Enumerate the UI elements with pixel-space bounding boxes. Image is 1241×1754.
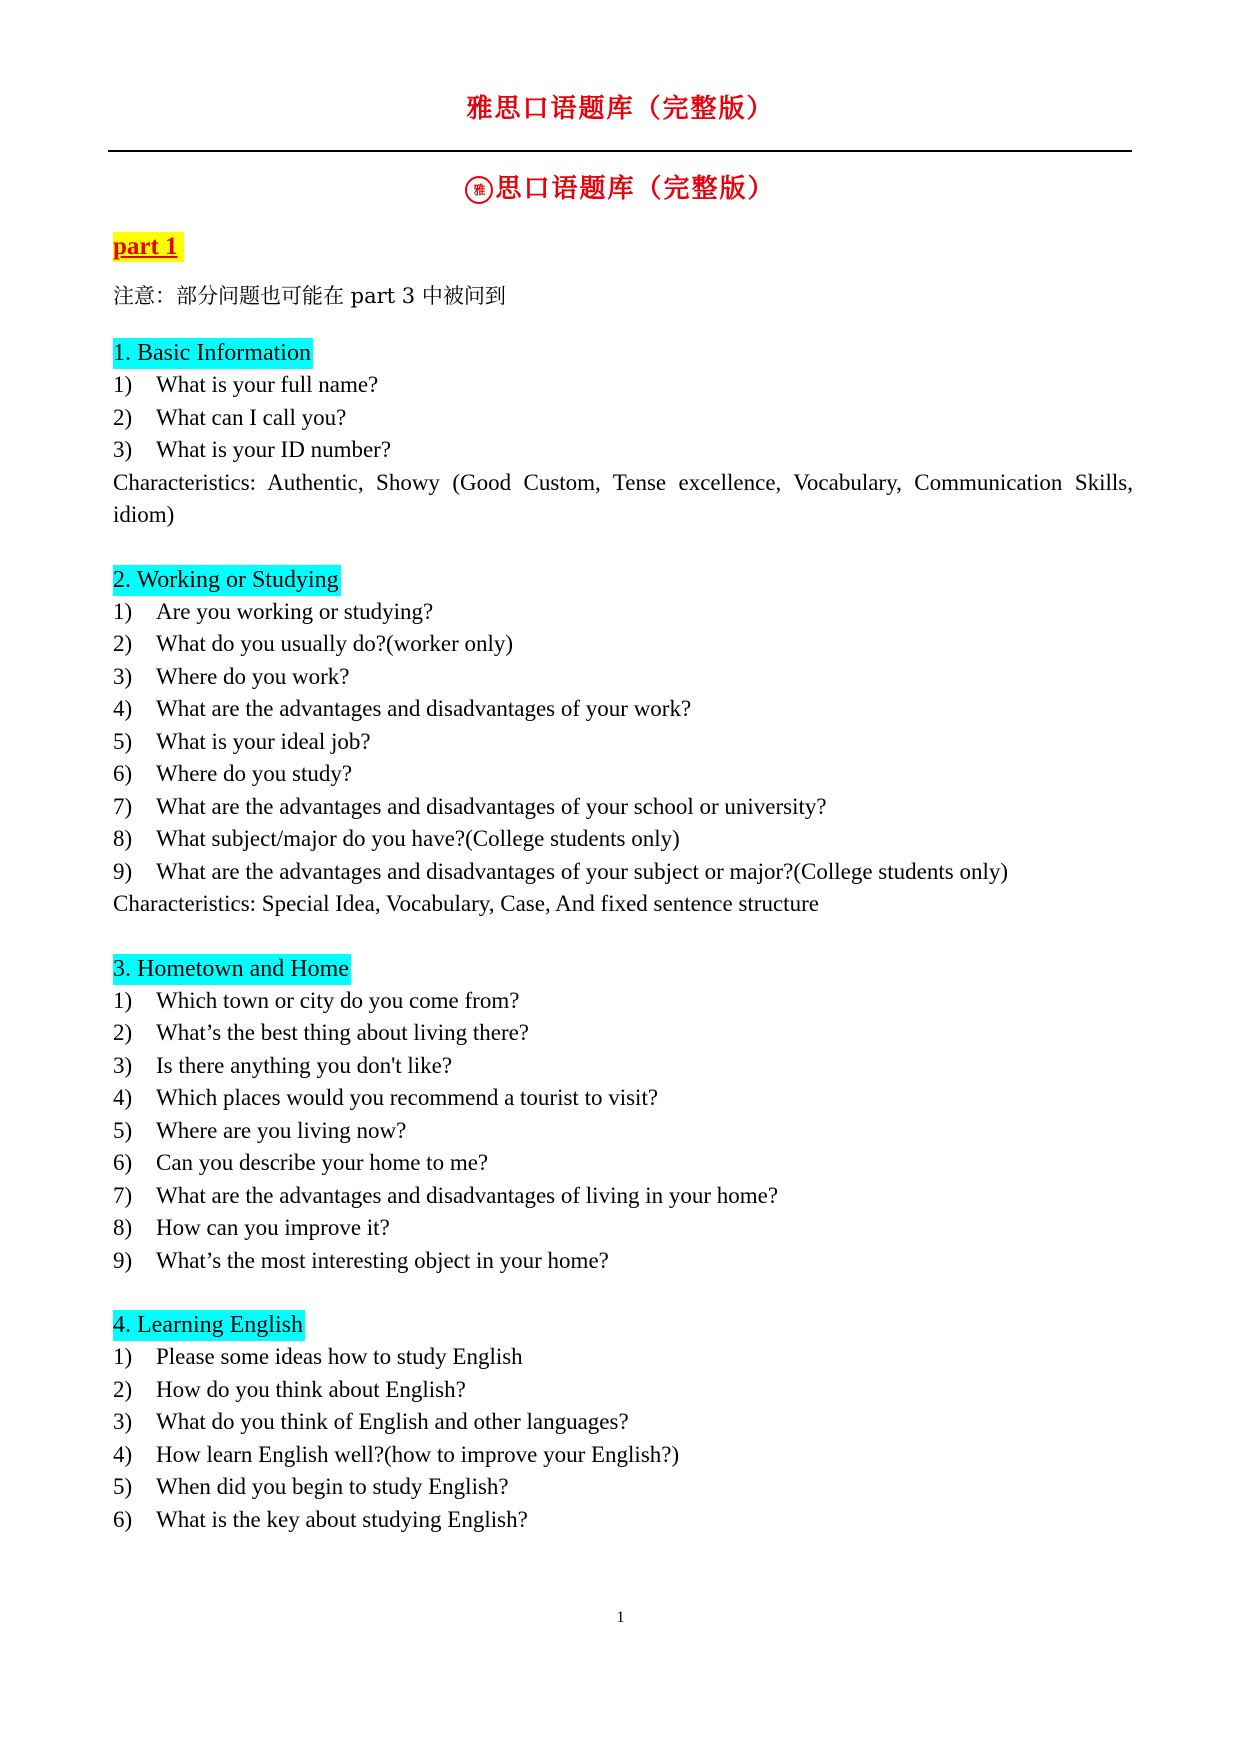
question-number: 6) xyxy=(113,761,133,786)
section-heading: 4. Learning English xyxy=(113,1310,305,1341)
question-item xyxy=(113,661,1133,694)
section-heading: 1. Basic Information xyxy=(113,338,313,369)
characteristics-text: Characteristics: Special Idea, Vocabulary, Case, And fixed sentence structure xyxy=(113,891,819,916)
circled-character: 雅 xyxy=(465,176,493,204)
question-number: 8) xyxy=(113,826,133,851)
question-text: Can you describe your home to me? xyxy=(156,1150,489,1175)
question-item xyxy=(113,1147,1133,1180)
question-list xyxy=(113,985,1133,1278)
question-text: Please some ideas how to study English xyxy=(156,1344,523,1369)
section-hometown-and-home xyxy=(113,954,1133,1278)
question-item xyxy=(113,1082,1133,1115)
section-basic-information xyxy=(113,338,1133,532)
question-list xyxy=(113,596,1133,889)
question-text: What are the advantages and disadvantages of living in your home? xyxy=(156,1182,779,1208)
question-text: What is your ideal job? xyxy=(156,728,371,754)
section-working-or-studying xyxy=(113,565,1133,921)
question-text: What subject/major do you have?(College students only) xyxy=(156,826,680,851)
question-text: How learn English well?(how to improve your English?) xyxy=(156,1441,680,1467)
question-text: Which town or city do you come from? xyxy=(156,987,520,1013)
question-text: Where do you work? xyxy=(156,663,350,689)
question-item xyxy=(113,726,1133,759)
question-text: Are you working or studying? xyxy=(156,598,434,624)
question-text: When did you begin to study English? xyxy=(156,1474,509,1499)
question-item xyxy=(113,791,1133,824)
question-text: What is your ID number? xyxy=(156,437,392,462)
section-heading: 2. Working or Studying xyxy=(113,565,341,596)
question-number: 8) xyxy=(113,1215,133,1240)
question-number: 1) xyxy=(113,598,133,624)
question-text: What’s the best thing about living there? xyxy=(156,1020,530,1045)
question-text: What can I call you? xyxy=(156,404,347,430)
question-item xyxy=(113,1406,1133,1439)
question-number: 3) xyxy=(113,663,133,689)
running-header-title: 雅思口语题库（完整版） xyxy=(466,94,775,124)
question-item xyxy=(113,1115,1133,1148)
question-item xyxy=(113,823,1133,856)
question-number: 2) xyxy=(113,1376,133,1402)
section-learning-english xyxy=(113,1310,1133,1536)
question-text: What are the advantages and disadvantages of your school or university? xyxy=(156,793,827,819)
question-number: 3) xyxy=(113,437,133,462)
question-item xyxy=(113,369,1133,402)
question-number: 1) xyxy=(113,372,133,397)
question-item xyxy=(113,758,1133,791)
question-item xyxy=(113,1050,1133,1083)
characteristics-text: Characteristics: Authentic, Showy (Good Custom, Tense excellence, Vocabulary, Communication Skills, idiom) xyxy=(113,469,1133,527)
question-text: Is there anything you don't like? xyxy=(156,1052,453,1078)
question-item xyxy=(113,693,1133,726)
question-number: 4) xyxy=(113,696,133,721)
question-item xyxy=(113,1439,1133,1472)
header-rule xyxy=(108,150,1132,152)
question-number: 7) xyxy=(113,793,133,819)
question-number: 2) xyxy=(113,631,133,656)
question-number: 2) xyxy=(113,1020,133,1045)
question-text: What do you usually do?(worker only) xyxy=(156,631,514,656)
question-item xyxy=(113,985,1133,1018)
question-number: 5) xyxy=(113,1474,133,1499)
page-number: 1 xyxy=(616,1609,625,1626)
question-item xyxy=(113,434,1133,467)
question-list xyxy=(113,369,1133,467)
question-number: 9) xyxy=(113,858,133,884)
question-number: 3) xyxy=(113,1409,133,1434)
document-body xyxy=(113,232,1133,1569)
document-title xyxy=(0,168,1241,205)
question-text: Where are you living now? xyxy=(156,1117,407,1143)
question-item xyxy=(113,596,1133,629)
question-number: 9) xyxy=(113,1247,133,1273)
question-item xyxy=(113,856,1133,889)
document-title-text: 思口语题库（完整版） xyxy=(495,174,776,204)
question-number: 1) xyxy=(113,987,133,1013)
question-text: How can you improve it? xyxy=(156,1215,390,1240)
question-item xyxy=(113,402,1133,435)
question-number: 5) xyxy=(113,728,133,754)
question-text: What are the advantages and disadvantages of your work? xyxy=(156,696,692,721)
question-text: What are the advantages and disadvantages of your subject or major?(College students only) xyxy=(156,858,1008,884)
part-label: part 1 xyxy=(113,232,184,262)
question-item xyxy=(113,1504,1133,1537)
question-number: 6) xyxy=(113,1506,133,1532)
question-text: What is the key about studying English? xyxy=(156,1506,528,1532)
question-item xyxy=(113,1374,1133,1407)
question-item xyxy=(113,628,1133,661)
question-number: 4) xyxy=(113,1441,133,1467)
question-item xyxy=(113,1180,1133,1213)
question-number: 7) xyxy=(113,1182,133,1208)
question-text: Where do you study? xyxy=(156,761,353,786)
question-item xyxy=(113,1245,1133,1278)
question-text: What is your full name? xyxy=(156,372,379,397)
question-number: 4) xyxy=(113,1085,133,1110)
note-text: 注意：部分问题也可能在 part 3 中被问到 xyxy=(113,284,506,308)
question-list xyxy=(113,1341,1133,1536)
question-number: 6) xyxy=(113,1150,133,1175)
question-text: How do you think about English? xyxy=(156,1376,466,1402)
question-text: What do you think of English and other languages? xyxy=(156,1409,629,1434)
question-text: Which places would you recommend a tourist to visit? xyxy=(156,1085,659,1110)
question-item xyxy=(113,1341,1133,1374)
question-number: 3) xyxy=(113,1052,133,1078)
question-item xyxy=(113,1017,1133,1050)
section-heading: 3. Hometown and Home xyxy=(113,954,351,985)
question-number: 5) xyxy=(113,1117,133,1143)
question-item xyxy=(113,1471,1133,1504)
question-number: 2) xyxy=(113,404,133,430)
question-number: 1) xyxy=(113,1344,133,1369)
question-text: What’s the most interesting object in your home? xyxy=(156,1247,609,1273)
question-item xyxy=(113,1212,1133,1245)
